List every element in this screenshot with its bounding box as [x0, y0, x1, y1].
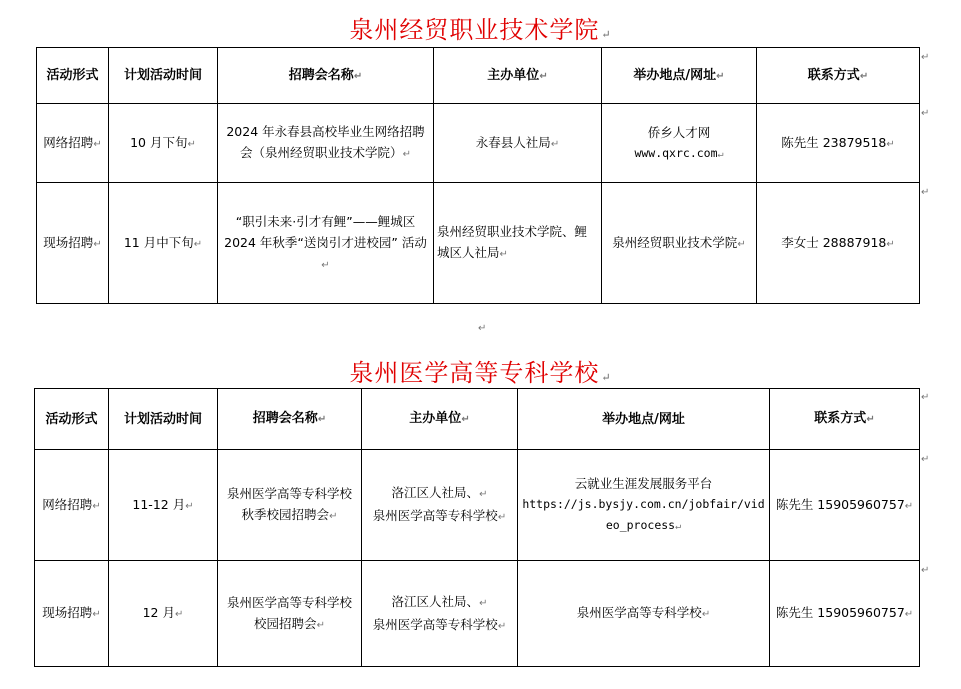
cell-form: 现场招聘↵: [37, 183, 109, 304]
cell-name: 2024 年永春县高校毕业生网络招聘会（泉州经贸职业技术学院）↵: [218, 104, 434, 183]
header-time: 计划活动时间: [109, 389, 218, 450]
cell-contact: 陈先生 15905960757↵: [770, 561, 920, 667]
header-name: 招聘会名称↵: [218, 389, 362, 450]
header-venue: 举办地点/网址↵: [602, 48, 757, 104]
cell-form: 网络招聘↵: [37, 104, 109, 183]
school1-table: [36, 47, 920, 304]
school1-title: 泉州经贸职业技术学院 ↵: [349, 16, 612, 44]
table-row: [37, 104, 920, 183]
header-time: 计划活动时间: [109, 48, 218, 104]
cell-venue: 泉州经贸职业技术学院↵: [602, 183, 757, 304]
header-contact: 联系方式↵: [757, 48, 920, 104]
header-contact: 联系方式↵: [770, 389, 920, 450]
paragraph-mark: ↵: [478, 323, 487, 334]
cell-name: “职引未来·引才有鲤”——鲤城区 2024 年秋季“送岗引才进校园” 活动↵: [218, 183, 434, 304]
cell-time: 12 月↵: [109, 561, 218, 667]
cell-venue: 侨乡人才网 www.qxrc.com↵: [602, 104, 757, 183]
row-end-mark: ↵: [921, 392, 930, 403]
table-row: [35, 450, 920, 561]
cell-time: 10 月下旬↵: [109, 104, 218, 183]
header-form: 活动形式: [35, 389, 109, 450]
cell-contact: 陈先生 23879518↵: [757, 104, 920, 183]
cell-venue: 云就业生涯发展服务平台 https://js.bysjy.com.cn/jobfair/video_process↵: [518, 450, 770, 561]
venue-url[interactable]: www.qxrc.com: [634, 145, 718, 160]
cell-host: 洛江区人社局、↵ 泉州医学高等专科学校↵: [362, 561, 518, 667]
cell-time: 11-12 月↵: [109, 450, 218, 561]
cell-contact: 陈先生 15905960757↵: [770, 450, 920, 561]
school2-title: 泉州医学高等专科学校 ↵: [349, 359, 612, 387]
row-end-mark: ↵: [921, 187, 930, 198]
row-end-mark: ↵: [921, 454, 930, 465]
venue-url[interactable]: https://js.bysjy.com.cn/jobfair/video_process: [522, 497, 765, 532]
table-row: [35, 561, 920, 667]
row-end-mark: ↵: [921, 52, 930, 63]
header-host: 主办单位↵: [434, 48, 602, 104]
header-venue: 举办地点/网址: [518, 389, 770, 450]
cell-venue: 泉州医学高等专科学校↵: [518, 561, 770, 667]
cell-host: 洛江区人社局、↵ 泉州医学高等专科学校↵: [362, 450, 518, 561]
cell-form: 网络招聘↵: [35, 450, 109, 561]
cell-name: 泉州医学高等专科学校校园招聘会↵: [218, 561, 362, 667]
header-name: 招聘会名称↵: [218, 48, 434, 104]
cell-host: 永春县人社局↵: [434, 104, 602, 183]
cell-name: 泉州医学高等专科学校秋季校园招聘会↵: [218, 450, 362, 561]
school2-table: [34, 388, 920, 667]
cell-time: 11 月中下旬↵: [109, 183, 218, 304]
header-form: 活动形式: [37, 48, 109, 104]
table-row: [37, 183, 920, 304]
table-header-row: [37, 48, 920, 104]
row-end-mark: ↵: [921, 565, 930, 576]
row-end-mark: ↵: [921, 108, 930, 119]
cell-form: 现场招聘↵: [35, 561, 109, 667]
cell-contact: 李女士 28887918↵: [757, 183, 920, 304]
table-header-row: [35, 389, 920, 450]
cell-host: 泉州经贸职业技术学院、鲤城区人社局↵: [434, 183, 602, 304]
header-host: 主办单位↵: [362, 389, 518, 450]
